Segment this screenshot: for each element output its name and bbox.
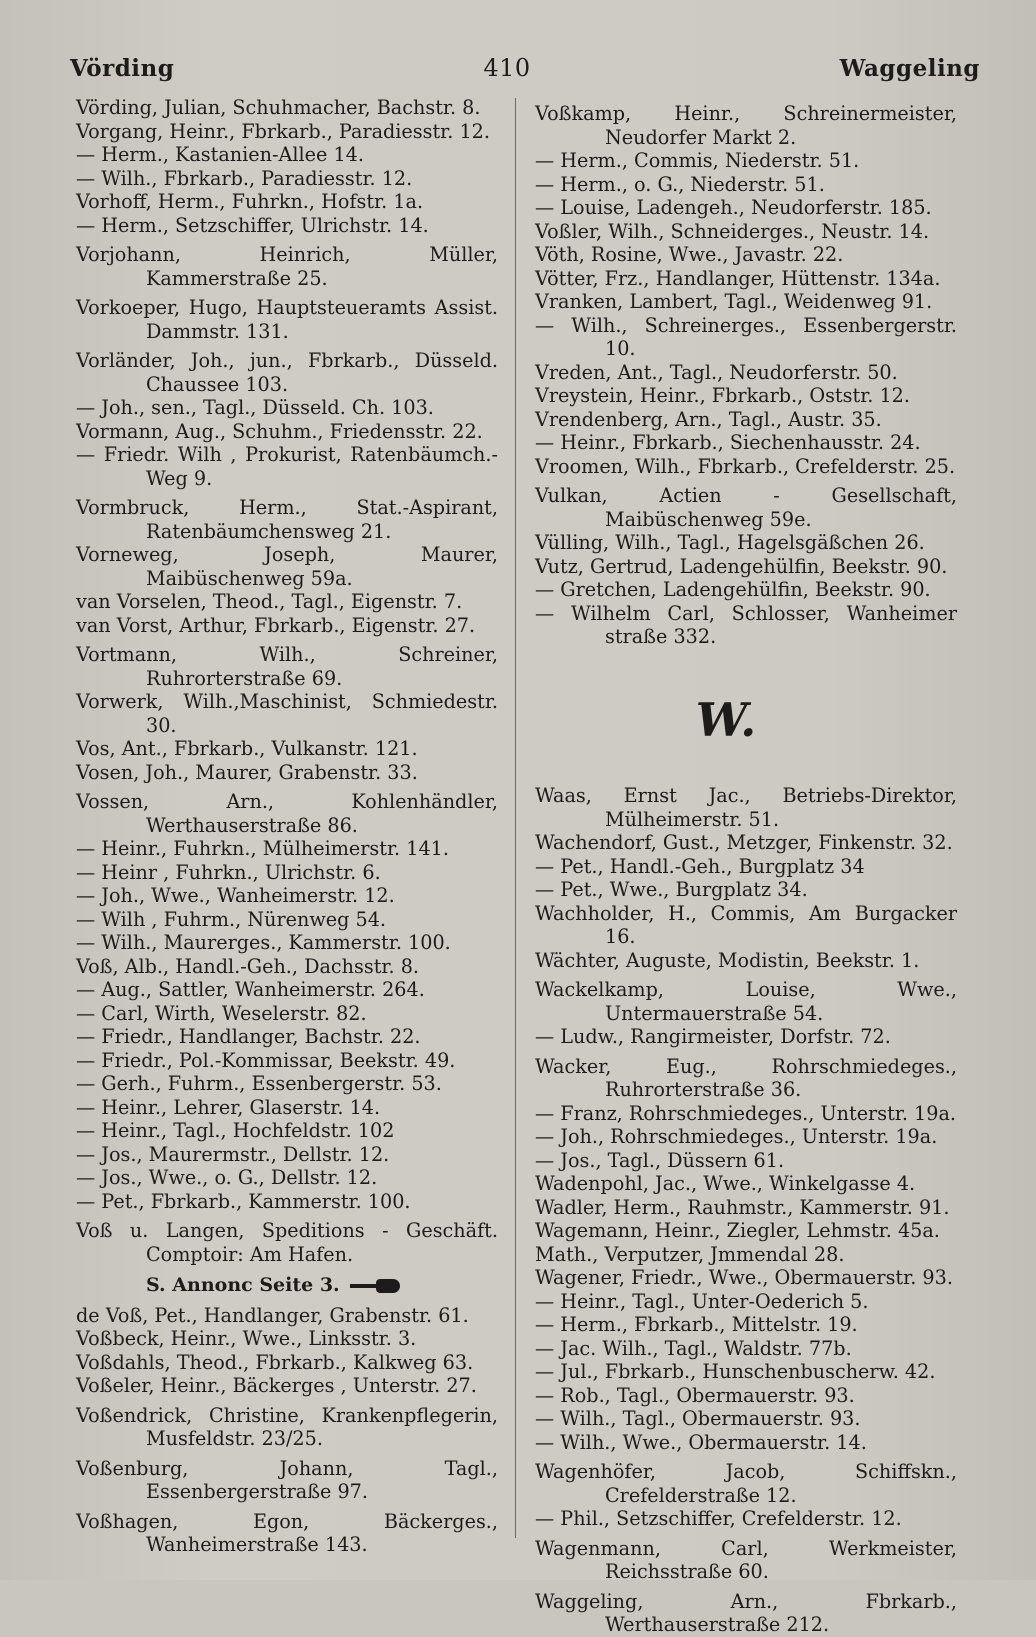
directory-entry: Vosen, Joh., Maurer, Grabenstr. 33.	[76, 760, 418, 784]
directory-entry: Wadenpohl, Jac., Wwe., Winkelgasse 4.	[535, 1172, 916, 1195]
directory-entry: Vörding, Julian, Schuhmacher, Bachstr. 8.	[76, 96, 481, 119]
right-entry-list	[535, 102, 957, 649]
directory-entry: Vroomen, Wilh., Fbrkarb., Crefelderstr. 25.	[535, 454, 956, 478]
directory-entry: — Pet., Handl.-Geh., Burgplatz 34	[535, 854, 865, 878]
directory-entry: — Herm., Kastanien-Allee 14.	[76, 143, 364, 166]
directory-entry: — Jac. Wilh., Tagl., Waldstr. 77b.	[535, 1336, 852, 1360]
directory-entry: — Wilh., Fbrkarb., Paradiesstr. 12.	[76, 166, 413, 190]
annonce-note-text: S. Annonc Seite 3.	[146, 1274, 340, 1296]
page-header	[70, 48, 980, 88]
directory-entry: Vorländer, Joh., jun., Fbrkarb., Düsseld. Chaussee 103.	[76, 349, 498, 396]
directory-entry: — Wilhelm Carl, Schlosser, Wanheimer straße 332.	[535, 601, 957, 648]
directory-entry: Voßbeck, Heinr., Wwe., Linksstr. 3.	[76, 1327, 417, 1350]
directory-entry: — Jul., Fbrkarb., Hunschenbuscherw. 42.	[535, 1360, 936, 1383]
directory-entry: Wächter, Auguste, Modistin, Beekstr. 1.	[535, 948, 920, 972]
directory-entry: Wagenhöfer, Jacob, Schiffskn., Crefelderstraße 12.	[535, 1460, 957, 1507]
directory-entry: Vülling, Wilh., Tagl., Hagelsgäßchen 26.	[535, 531, 925, 554]
directory-entry: van Vorst, Arthur, Fbrkarb., Eigenstr. 27.	[76, 613, 476, 637]
directory-entry: Vossen, Arn., Kohlenhändler, Werthauserstraße 86.	[76, 790, 498, 837]
directory-entry: Waggeling, Arn., Fbrkarb., Werthauserstraße 212.	[535, 1589, 957, 1636]
directory-entry: Vorwerk, Wilh.,Maschinist, Schmiedestr. 30.	[76, 690, 498, 737]
directory-entry: — Aug., Sattler, Wanheimerstr. 264.	[76, 978, 425, 1001]
directory-entry: Vutz, Gertrud, Ladengehülfin, Beekstr. 90.	[535, 554, 948, 578]
directory-entry: — Carl, Wirth, Weselerstr. 82.	[76, 1001, 367, 1025]
header-right-keyword: Waggeling	[839, 54, 980, 82]
directory-entry: Wachendorf, Gust., Metzger, Finkenstr. 32.	[535, 831, 953, 854]
directory-entry: — Herm., Setzschiffer, Ulrichstr. 14.	[76, 213, 429, 237]
directory-entry: — Herm., Fbrkarb., Mittelstr. 19.	[535, 1313, 858, 1336]
right-entry-list-after	[535, 784, 957, 1637]
directory-entry: — Jos., Maurermstr., Dellstr. 12.	[76, 1142, 390, 1166]
directory-entry: — Herm., Commis, Niederstr. 51.	[535, 149, 860, 172]
directory-entry: — Pet., Fbrkarb., Kammerstr. 100.	[76, 1189, 411, 1213]
directory-entry: — Joh., Rohrschmiedeges., Unterstr. 19a.	[535, 1125, 938, 1148]
directory-entry: de Voß, Pet., Handlanger, Grabenstr. 61.	[76, 1303, 469, 1327]
directory-entry: — Pet., Wwe., Burgplatz 34.	[535, 878, 808, 901]
column-divider	[515, 98, 516, 1538]
directory-entry: — Franz, Rohrschmiedeges., Unterstr. 19a.	[535, 1101, 956, 1125]
directory-entry: Vormbruck, Herm., Stat.-Aspirant, Ratenbäumchensweg 21.	[76, 496, 498, 543]
annonce-note	[146, 1274, 498, 1298]
directory-entry: Vötter, Frz., Handlanger, Hüttenstr. 134a.	[535, 266, 941, 290]
directory-entry: Vranken, Lambert, Tagl., Weidenweg 91.	[535, 290, 933, 313]
directory-entry: Voßkamp, Heinr., Schreinermeister, Neudorfer Markt 2.	[535, 102, 957, 149]
directory-entry: Vos, Ant., Fbrkarb., Vulkanstr. 121.	[76, 737, 418, 760]
directory-entry: — Wilh., Tagl., Obermauerstr. 93.	[535, 1407, 861, 1430]
pointing-hand-icon	[350, 1278, 402, 1294]
directory-entry: — Friedr., Pol.-Kommissar, Beekstr. 49.	[76, 1048, 456, 1072]
directory-entry: Wagener, Friedr., Wwe., Obermauerstr. 93.	[535, 1266, 953, 1289]
directory-entry: Math., Verputzer, Jmmendal 28.	[535, 1242, 845, 1266]
directory-entry: — Friedr., Handlanger, Bachstr. 22.	[76, 1025, 421, 1048]
directory-entry: — Heinr., Fbrkarb., Siechenhausstr. 24.	[535, 431, 921, 454]
directory-entry: — Wilh , Fuhrm., Nürenweg 54.	[76, 907, 386, 931]
header-left-keyword: Vörding	[70, 54, 175, 82]
directory-entry: Wacker, Eug., Rohrschmiedeges., Ruhrorterstraße 36.	[535, 1054, 957, 1101]
directory-entry: Voßler, Wilh., Schneiderges., Neustr. 14.	[535, 219, 930, 243]
directory-entry: Vöth, Rosine, Wwe., Javastr. 22.	[535, 243, 844, 266]
directory-entry: Waas, Ernst Jac., Betriebs-Direktor, Mülheimerstr. 51.	[535, 784, 957, 831]
directory-entry: Voß, Alb., Handl.-Geh., Dachsstr. 8.	[76, 954, 420, 978]
directory-entry: Wackelkamp, Louise, Wwe., Untermauerstraße 54.	[535, 978, 957, 1025]
directory-entry: — Friedr. Wilh , Prokurist, Ratenbäumch.-Weg 9.	[76, 443, 498, 490]
left-entry-list	[76, 96, 498, 1266]
directory-entry: Voßhagen, Egon, Bäckerges., Wanheimerstraße 143.	[76, 1509, 498, 1556]
directory-entry: Vormann, Aug., Schuhm., Friedensstr. 22.	[76, 419, 483, 443]
directory-entry: Vortmann, Wilh., Schreiner, Ruhrorterstraße 69.	[76, 643, 498, 690]
directory-entry: Wadler, Herm., Rauhmstr., Kammerstr. 91.	[535, 1195, 950, 1219]
directory-entry: van Vorselen, Theod., Tagl., Eigenstr. 7.	[76, 590, 463, 613]
directory-entry: — Heinr., Tagl., Hochfeldstr. 102	[76, 1119, 395, 1142]
directory-entry: — Wilh., Maurerges., Kammerstr. 100.	[76, 931, 451, 954]
right-column	[535, 96, 957, 1637]
directory-entry: — Wilh., Wwe., Obermauerstr. 14.	[535, 1430, 867, 1454]
page-number: 410	[483, 54, 531, 82]
directory-entry: Wagemann, Heinr., Ziegler, Lehmstr. 45a.	[535, 1219, 940, 1242]
directory-entry: — Rob., Tagl., Obermauerstr. 93.	[535, 1383, 855, 1407]
directory-entry: Vorgang, Heinr., Fbrkarb., Paradiesstr. 12.	[76, 119, 490, 143]
directory-entry: Vorneweg, Joseph, Maurer, Maibüschenweg 59a.	[76, 543, 498, 590]
directory-entry: Vorkoeper, Hugo, Hauptsteueramts Assist. Dammstr. 131.	[76, 296, 498, 343]
directory-entry: Voß u. Langen, Speditions - Geschäft. Comptoir: Am Hafen.	[76, 1219, 498, 1266]
directory-entry: — Heinr., Tagl., Unter-Oederich 5.	[535, 1289, 869, 1313]
directory-entry: — Joh., Wwe., Wanheimerstr. 12.	[76, 884, 395, 907]
directory-entry: — Gretchen, Ladengehülfin, Beekstr. 90.	[535, 578, 931, 601]
left-entry-list-after	[76, 1304, 498, 1557]
directory-entry: — Heinr., Lehrer, Glaserstr. 14.	[76, 1095, 381, 1119]
directory-entry: — Phil., Setzschiffer, Crefelderstr. 12.	[535, 1507, 902, 1530]
directory-entry: Voßdahls, Theod., Fbrkarb., Kalkweg 63.	[76, 1350, 474, 1374]
directory-entry: Vreden, Ant., Tagl., Neudorferstr. 50.	[535, 360, 898, 384]
directory-entry: Vulkan, Actien - Gesellschaft, Maibüschenweg 59e.	[535, 484, 957, 531]
directory-entry: Wagenmann, Carl, Werkmeister, Reichsstraße 60.	[535, 1536, 957, 1583]
directory-entry: — Jos., Tagl., Düssern 61.	[535, 1148, 785, 1172]
directory-entry: Wachholder, H., Commis, Am Burgacker 16.	[535, 901, 957, 948]
directory-entry: Vrendenberg, Arn., Tagl., Austr. 35.	[535, 407, 882, 431]
directory-entry: — Heinr., Fuhrkn., Mülheimerstr. 141.	[76, 837, 449, 860]
section-letter-heading: W.	[695, 692, 757, 747]
directory-entry: — Joh., sen., Tagl., Düsseld. Ch. 103.	[76, 396, 434, 419]
directory-entry: — Louise, Ladengeh., Neudorferstr. 185.	[535, 196, 932, 219]
directory-entry: Vorhoff, Herm., Fuhrkn., Hofstr. 1a.	[76, 190, 424, 213]
directory-entry: — Ludw., Rangirmeister, Dorfstr. 72.	[535, 1025, 891, 1048]
directory-entry: Voßenburg, Johann, Tagl., Essenbergerstraße 97.	[76, 1456, 498, 1503]
directory-entry: Vorjohann, Heinrich, Müller, Kammerstraße 25.	[76, 243, 498, 290]
directory-entry: Voßeler, Heinr., Bäckerges , Unterstr. 27.	[76, 1374, 477, 1397]
left-column	[76, 96, 498, 1557]
directory-entry: Voßendrick, Christine, Krankenpflegerin, Musfeldstr. 23/25.	[76, 1403, 498, 1450]
directory-entry: Vreystein, Heinr., Fbrkarb., Oststr. 12.	[535, 384, 910, 407]
directory-entry: — Herm., o. G., Niederstr. 51.	[535, 172, 825, 196]
directory-entry: — Heinr , Fuhrkn., Ulrichstr. 6.	[76, 860, 381, 884]
directory-entry: — Wilh., Schreinerges., Essenbergerstr. 10.	[535, 313, 957, 360]
directory-entry: — Gerh., Fuhrm., Essenbergerstr. 53.	[76, 1072, 442, 1095]
directory-entry: — Jos., Wwe., o. G., Dellstr. 12.	[76, 1166, 378, 1189]
